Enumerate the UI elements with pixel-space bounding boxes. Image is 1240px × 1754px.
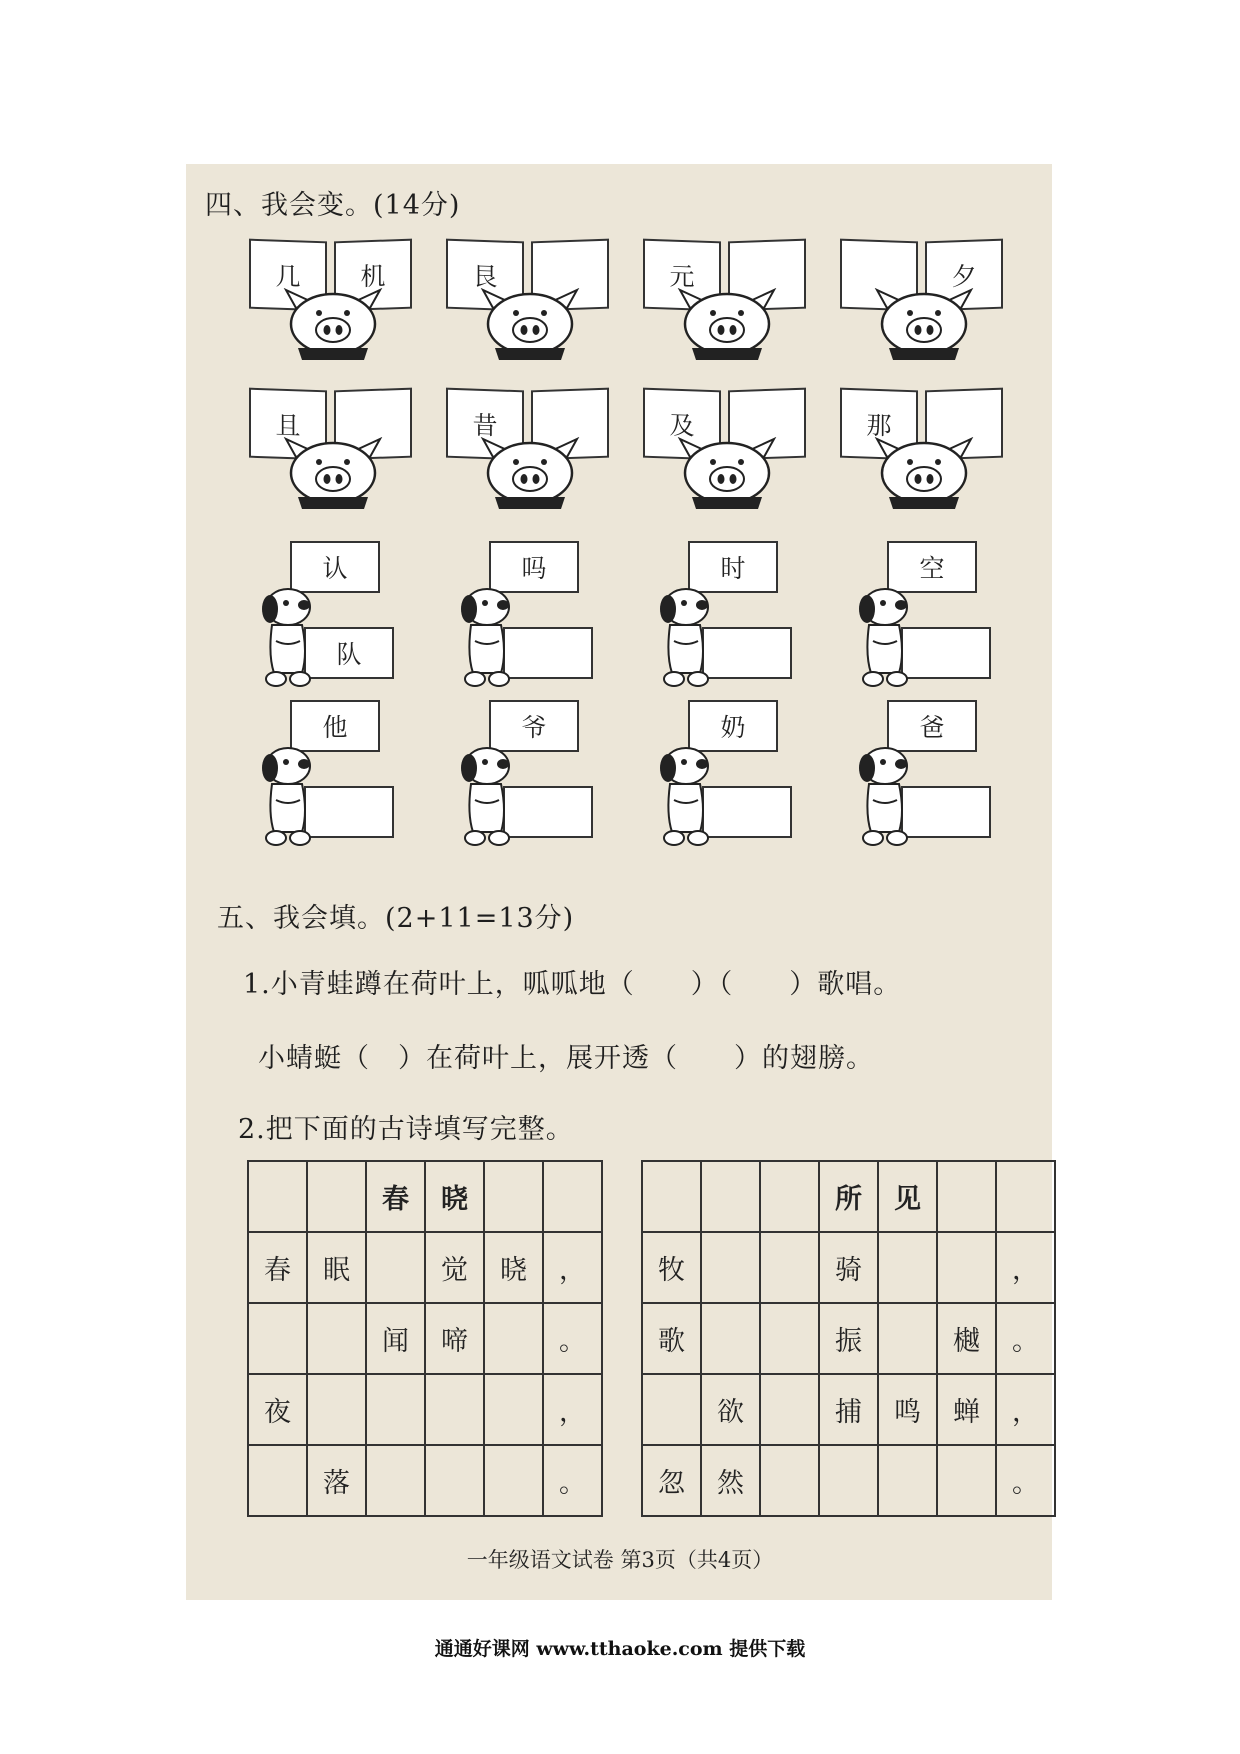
grid-cell: 骑 [819,1232,878,1303]
grid-cell[interactable] [484,1161,543,1232]
pig-card-5 [246,389,416,509]
grid-cell: 落 [307,1445,366,1516]
grid-cell: 振 [819,1303,878,1374]
grid-cell[interactable] [996,1161,1055,1232]
grid-row [248,1303,602,1374]
grid-cell[interactable] [878,1445,937,1516]
grid-cell[interactable] [484,1374,543,1445]
grid-cell: ， [543,1232,602,1303]
grid-cell: 欲 [701,1374,760,1445]
grid-cell[interactable] [937,1161,996,1232]
grid-cell[interactable] [642,1161,701,1232]
pig-board-left: 且 [249,388,327,461]
pig-card-8 [837,389,1007,509]
grid-cell: 觉 [425,1232,484,1303]
dog-box-top: 空 [887,541,977,593]
grid-cell[interactable] [760,1445,819,1516]
grid-row [642,1303,1055,1374]
grid-row [248,1374,602,1445]
grid-cell: 牧 [642,1232,701,1303]
grid-cell[interactable] [760,1303,819,1374]
grid-cell[interactable] [642,1374,701,1445]
grid-cell: 然 [701,1445,760,1516]
grid-cell[interactable] [701,1232,760,1303]
dog-card-3 [656,541,856,691]
dog-box-top: 他 [290,700,380,752]
question-1-line-2: 小蜻蜓（ ）在荷叶上，展开透（ ）的翅膀。 [258,1043,874,1074]
grid-cell: ， [543,1374,602,1445]
grid-cell: 歌 [642,1303,701,1374]
grid-cell[interactable] [248,1161,307,1232]
dog-card-7 [656,700,856,850]
grid-cell: 忽 [642,1445,701,1516]
grid-row [248,1161,602,1232]
pig-board-left: 几 [249,239,327,312]
poem-grid-chunxiao [247,1160,603,1517]
grid-cell: ， [996,1374,1055,1445]
pig-card-7 [640,389,810,509]
pig-board-left: 元 [643,239,721,312]
grid-cell[interactable] [760,1374,819,1445]
grid-cell: 。 [996,1445,1055,1516]
grid-cell[interactable] [484,1445,543,1516]
question-1-line-1: 1.小青蛙蹲在荷叶上，呱呱地（ ）（ ）歌唱。 [243,969,902,1000]
grid-cell: 夜 [248,1374,307,1445]
pig-board-left: 那 [840,388,918,461]
grid-cell: 春 [366,1161,425,1232]
pig-card-6 [443,389,613,509]
grid-cell: 鸣 [878,1374,937,1445]
dog-card-2 [457,541,657,691]
dog-card-5 [258,700,458,850]
grid-cell: 晓 [425,1161,484,1232]
grid-cell[interactable] [819,1445,878,1516]
grid-cell[interactable] [760,1232,819,1303]
grid-cell[interactable] [425,1374,484,1445]
grid-cell[interactable] [307,1161,366,1232]
dog-box-top: 时 [688,541,778,593]
pig-board-right: 夕 [925,239,1003,312]
grid-row [248,1232,602,1303]
grid-cell[interactable] [701,1161,760,1232]
grid-cell[interactable] [248,1303,307,1374]
dog-box-bottom: 队 [304,627,394,679]
grid-cell[interactable] [937,1445,996,1516]
pig-card-3 [640,240,810,360]
dog-card-1 [258,541,458,691]
grid-cell[interactable] [248,1445,307,1516]
dog-box-top: 吗 [489,541,579,593]
dog-box-top: 爸 [887,700,977,752]
section-5-title: 五、我会填。(2+11=13分) [217,903,575,934]
grid-cell[interactable] [425,1445,484,1516]
pig-board-right: 机 [334,239,412,312]
grid-cell: 樾 [937,1303,996,1374]
pig-board-left: 昔 [446,388,524,461]
dog-box-top: 爷 [489,700,579,752]
grid-cell: 啼 [425,1303,484,1374]
grid-cell: ， [996,1232,1055,1303]
pig-board-left: 艮 [446,239,524,312]
poem-grid-suojian [641,1160,1056,1517]
page-footer: 一年级语文试卷 第3页（共4页） [466,1548,774,1572]
dog-card-8 [855,700,1055,850]
grid-row [248,1445,602,1516]
grid-cell: 眠 [307,1232,366,1303]
section-4-title: 四、我会变。(14分) [205,190,461,221]
grid-cell[interactable] [366,1445,425,1516]
grid-row [642,1374,1055,1445]
grid-row [642,1161,1055,1232]
grid-cell[interactable] [307,1303,366,1374]
pig-card-4 [837,240,1007,360]
grid-cell[interactable] [878,1232,937,1303]
download-credit: 通通好课网 www.tthaoke.com 提供下载 [434,1638,806,1660]
grid-cell[interactable] [701,1303,760,1374]
grid-cell: 蝉 [937,1374,996,1445]
grid-cell[interactable] [307,1374,366,1445]
grid-cell[interactable] [937,1232,996,1303]
grid-cell[interactable] [366,1374,425,1445]
dog-box-top: 奶 [688,700,778,752]
dog-card-4 [855,541,1055,691]
grid-cell: 。 [543,1303,602,1374]
dog-card-6 [457,700,657,850]
grid-cell: 闻 [366,1303,425,1374]
grid-cell: 春 [248,1232,307,1303]
grid-cell: 所 [819,1161,878,1232]
grid-row [642,1232,1055,1303]
grid-row [642,1445,1055,1516]
grid-cell[interactable] [366,1232,425,1303]
grid-cell: 。 [996,1303,1055,1374]
grid-cell[interactable] [760,1161,819,1232]
grid-cell[interactable] [543,1161,602,1232]
grid-cell: 。 [543,1445,602,1516]
pig-card-1 [246,240,416,360]
dog-box-top: 认 [290,541,380,593]
grid-cell[interactable] [484,1303,543,1374]
grid-cell: 晓 [484,1232,543,1303]
grid-cell: 见 [878,1161,937,1232]
pig-card-2 [443,240,613,360]
question-2: 2.把下面的古诗填写完整。 [238,1114,574,1145]
pig-board-left: 及 [643,388,721,461]
grid-cell[interactable] [878,1303,937,1374]
grid-cell: 捕 [819,1374,878,1445]
